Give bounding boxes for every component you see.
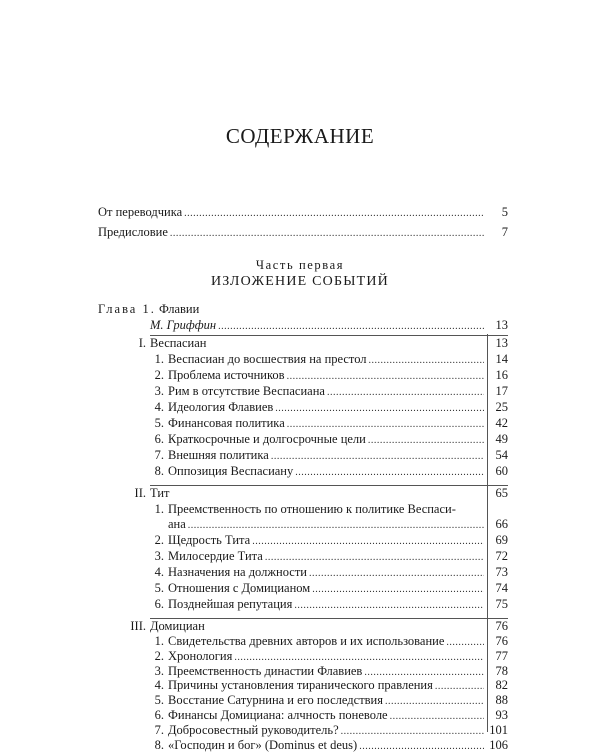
item-page: 78: [495, 663, 508, 678]
chapter-author: М. Гриффин: [150, 318, 217, 332]
toc-entry-page: 13: [495, 318, 508, 332]
leader-dots: [390, 709, 484, 724]
item-label: Рим в отсутствие Веспасиана: [168, 384, 325, 398]
item-label: Оппозиция Веспасиану: [168, 464, 294, 478]
toc-item[interactable]: [150, 581, 508, 596]
leader-dots: [327, 385, 484, 400]
item-page: 25: [495, 400, 508, 414]
leader-dots: [341, 724, 484, 739]
item-number: 5.: [154, 581, 164, 595]
toc-item[interactable]: [150, 400, 508, 415]
item-number: 7.: [154, 448, 164, 462]
item-number: 4.: [154, 400, 164, 414]
toc-entry-preface[interactable]: [98, 225, 508, 240]
item-number: 5.: [154, 693, 164, 708]
leader-dots: [170, 226, 484, 241]
item-page: 76: [495, 633, 508, 648]
toc-item[interactable]: [150, 448, 508, 463]
item-label: Причины установления тиранического правления: [168, 678, 433, 693]
item-label: Милосердие Тита: [168, 549, 263, 563]
item-page: 88: [495, 693, 508, 708]
item-label-continued: ана: [168, 517, 186, 531]
item-number: 4.: [154, 678, 164, 693]
toc-item[interactable]: [150, 416, 508, 431]
toc-entry-page: 7: [501, 225, 508, 239]
item-number: 2.: [154, 648, 164, 663]
item-number: 1.: [154, 502, 164, 516]
leader-dots: [369, 353, 484, 368]
toc-entry-page: 65: [495, 486, 508, 500]
item-page: 16: [495, 368, 508, 382]
leader-dots: [368, 433, 484, 448]
item-number: 8.: [154, 737, 164, 752]
leader-dots: [294, 598, 484, 613]
toc-entry-translator[interactable]: [98, 205, 508, 220]
item-number: 7.: [154, 723, 164, 738]
item-page: 101: [489, 723, 508, 738]
toc-item[interactable]: [150, 384, 508, 399]
toc-item[interactable]: [150, 565, 508, 580]
leader-dots: [312, 582, 484, 597]
item-page: 14: [495, 352, 508, 366]
toc-item[interactable]: [150, 664, 508, 679]
chapter-prefix: Глава 1.: [98, 302, 156, 316]
item-number: 3.: [154, 384, 164, 398]
item-label: Проблема источников: [168, 368, 285, 382]
chapter-name: Флавии: [158, 302, 200, 316]
toc-entry-page: 5: [501, 205, 508, 219]
toc-item[interactable]: [150, 352, 508, 367]
toc-item-continued[interactable]: [168, 517, 508, 532]
section-title: Тит: [150, 486, 170, 500]
item-number: 5.: [154, 416, 164, 430]
item-label: Преемственность по отношению к политике Веспаси-: [168, 502, 456, 516]
toc-entry-label: Предисловие: [98, 225, 168, 239]
leader-dots: [359, 739, 484, 754]
toc-item[interactable]: [150, 368, 508, 383]
item-number: 8.: [154, 464, 164, 478]
item-page: 54: [495, 448, 508, 462]
leader-dots: [287, 369, 484, 384]
leader-dots: [234, 650, 484, 665]
toc-item[interactable]: [150, 693, 508, 708]
toc-title: СОДЕРЖАНИЕ: [225, 124, 375, 148]
leader-dots: [385, 694, 484, 709]
toc-item[interactable]: [150, 502, 508, 517]
part-title: ИЗЛОЖЕНИЕ СОБЫТИЙ: [210, 274, 389, 289]
item-page: 82: [495, 678, 508, 693]
item-page: 93: [495, 708, 508, 723]
leader-dots: [287, 417, 484, 432]
item-number: 6.: [154, 708, 164, 723]
toc-entry-label: От переводчика: [98, 205, 183, 219]
leader-dots: [364, 665, 484, 680]
item-label: Свидетельства древних авторов и их использование: [168, 633, 445, 648]
item-page: 106: [489, 737, 508, 752]
toc-item[interactable]: [150, 649, 508, 664]
section-roman: II.: [134, 486, 146, 500]
section-roman: I.: [138, 336, 146, 350]
toc-item[interactable]: [150, 597, 508, 612]
item-label: Краткосрочные и долгосрочные цели: [168, 432, 366, 446]
toc-item[interactable]: [150, 634, 508, 649]
leader-dots: [252, 534, 484, 549]
item-page: 66: [495, 517, 508, 531]
item-label: Преемственность династии Флавиев: [168, 663, 363, 678]
section-entry-domitian[interactable]: [150, 619, 508, 634]
item-page: 72: [495, 549, 508, 563]
section-entry-titus[interactable]: [150, 486, 508, 501]
item-page: 60: [495, 464, 508, 478]
section-title: Домициан: [150, 618, 205, 633]
item-label: Щедрость Тита: [168, 533, 251, 547]
leader-dots: [295, 465, 484, 480]
toc-entry-page: 76: [495, 618, 508, 633]
item-label: Добросовестный руководитель?: [168, 723, 339, 738]
item-page: 49: [495, 432, 508, 446]
item-label: Финансовая политика: [168, 416, 285, 430]
item-number: 6.: [154, 432, 164, 446]
item-label: Финансы Домициана: алчность поневоле: [168, 708, 388, 723]
chapter-heading: [98, 302, 199, 317]
section-entry-vespasian[interactable]: [150, 336, 508, 351]
item-number: 3.: [154, 549, 164, 563]
item-label: Назначения на должности: [168, 565, 307, 579]
item-page: 75: [495, 597, 508, 611]
toc-item[interactable]: [150, 464, 508, 479]
item-number: 1.: [154, 633, 164, 648]
chapter-author-entry[interactable]: [150, 318, 508, 333]
item-number: 2.: [154, 368, 164, 382]
item-page: 42: [495, 416, 508, 430]
leader-dots: [271, 449, 484, 464]
leader-dots: [188, 518, 484, 533]
item-label: «Господин и бог» (Dominus et deus): [168, 737, 358, 752]
leader-dots: [265, 550, 484, 565]
leader-dots: [309, 566, 484, 581]
section-title: Веспасиан: [150, 336, 207, 350]
item-page: 69: [495, 533, 508, 547]
part-label: Часть первая: [255, 258, 345, 272]
item-label: Восстание Сатурнина и его последствия: [168, 693, 383, 708]
toc-entry-page: 13: [495, 336, 508, 350]
toc-item[interactable]: [150, 738, 508, 753]
toc-item[interactable]: [150, 533, 508, 548]
item-label: Хронология: [168, 648, 233, 663]
toc-item[interactable]: [150, 432, 508, 447]
item-number: 4.: [154, 565, 164, 579]
item-page: 74: [495, 581, 508, 595]
item-number: 1.: [154, 352, 164, 366]
leader-dots: [446, 635, 484, 650]
leader-dots: [184, 206, 484, 221]
item-label: Идеология Флавиев: [168, 400, 274, 414]
item-number: 2.: [154, 533, 164, 547]
item-label: Отношения с Домицианом: [168, 581, 311, 595]
item-page: 77: [495, 648, 508, 663]
item-page: 17: [495, 384, 508, 398]
toc-item[interactable]: [150, 678, 508, 693]
leader-dots: [275, 401, 484, 416]
item-label: Позднейшая репутация: [168, 597, 293, 611]
toc-item[interactable]: [150, 723, 508, 738]
item-page: 73: [495, 565, 508, 579]
leader-dots: [435, 679, 484, 694]
section-roman: III.: [130, 618, 146, 633]
item-label: Внешняя политика: [168, 448, 269, 462]
toc-item[interactable]: [150, 549, 508, 564]
item-number: 6.: [154, 597, 164, 611]
leader-dots: [218, 319, 484, 334]
item-label: Веспасиан до восшествия на престол: [168, 352, 367, 366]
toc-item[interactable]: [150, 708, 508, 723]
item-number: 3.: [154, 663, 164, 678]
